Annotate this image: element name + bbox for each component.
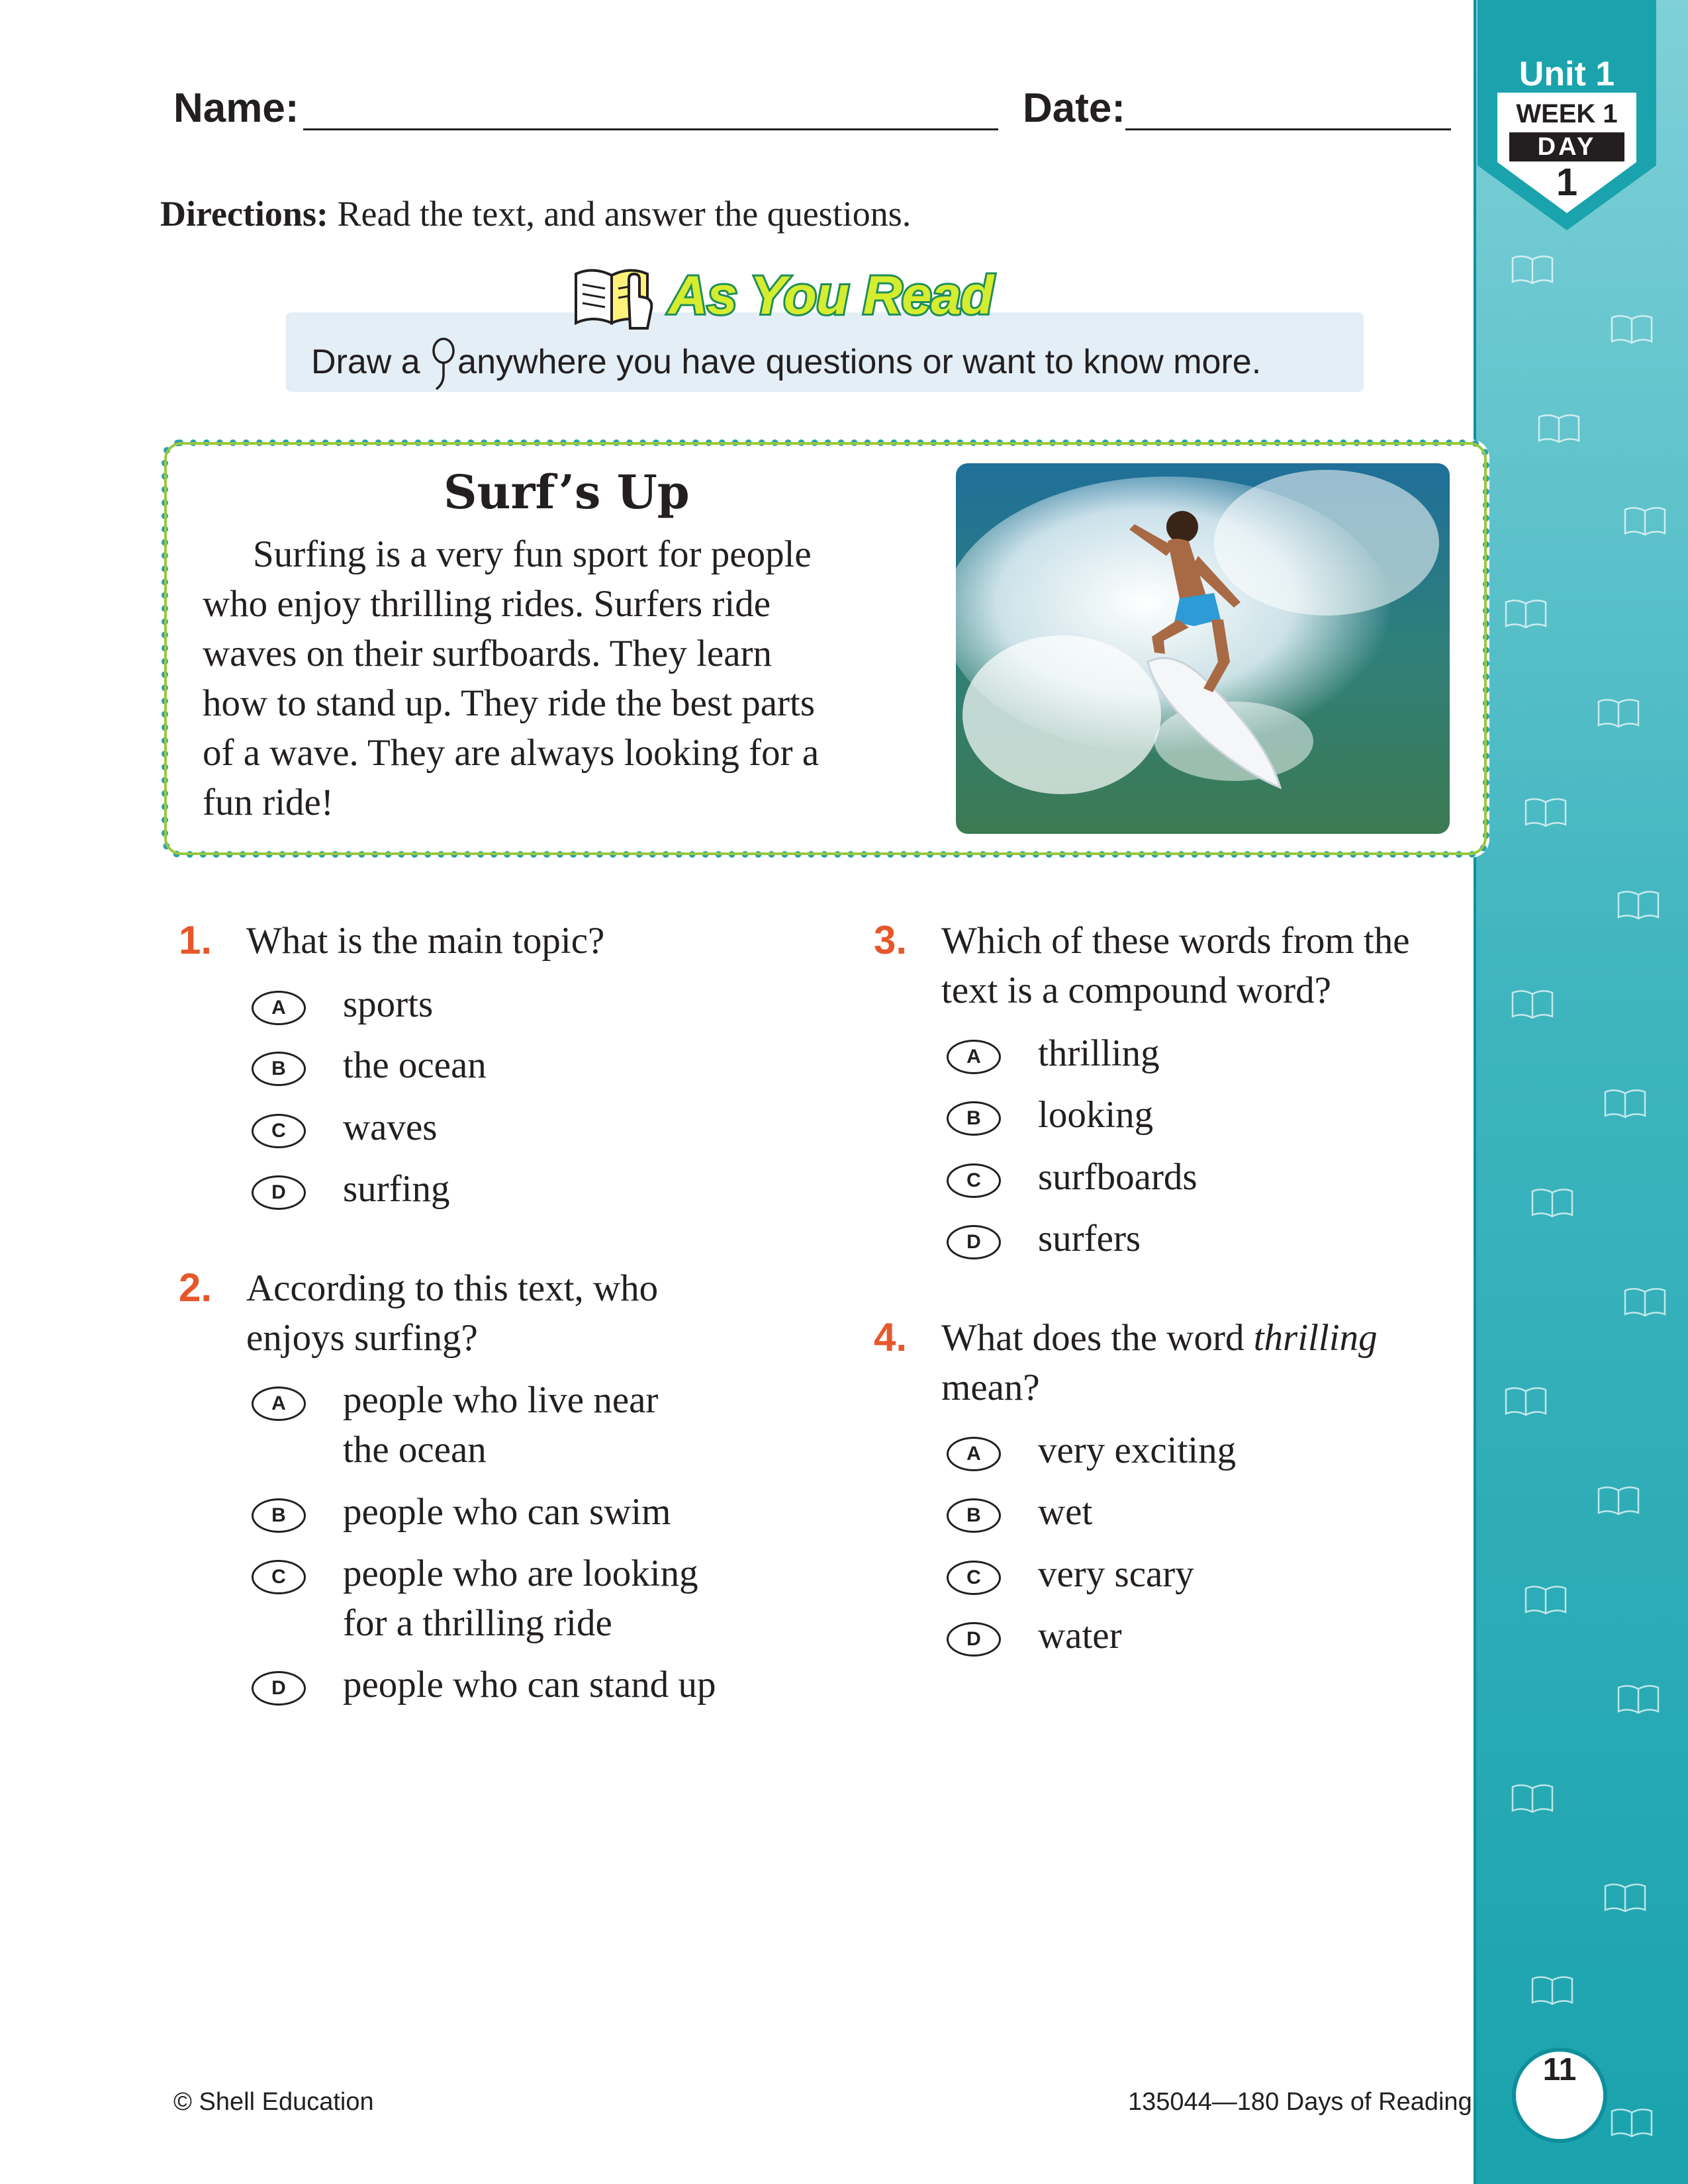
book-doodle-icon <box>1615 887 1662 921</box>
q4-option-c: very scary <box>1038 1553 1194 1595</box>
q2-option-d: people who can stand up <box>343 1664 716 1706</box>
q1-option-b-bubble[interactable]: B <box>252 1052 306 1086</box>
question-2-line-2: enjoys surfing? <box>246 1317 478 1359</box>
q2-option-c-bubble[interactable]: C <box>252 1560 306 1594</box>
book-doodle-icon <box>1503 1383 1549 1418</box>
q2-option-b-bubble[interactable]: B <box>252 1498 306 1533</box>
q3-option-b: looking <box>1038 1094 1154 1136</box>
book-doodle-icon <box>1509 251 1556 286</box>
question-3-number: 3. <box>874 918 908 962</box>
passage-line: how to stand up. They ride the best parts <box>203 682 816 724</box>
q4-option-b: wet <box>1038 1491 1093 1533</box>
passage-line: who enjoy thrilling rides. Surfers ride <box>203 583 771 625</box>
q2-option-a-bubble[interactable]: A <box>252 1387 306 1421</box>
week-label: WEEK 1 <box>1516 99 1618 128</box>
book-doodle-icon <box>1609 2105 1655 2139</box>
passage-title: Surf’s Up <box>444 465 690 520</box>
question-4-italic-word: thrilling <box>1253 1317 1378 1359</box>
q4-option-b-bubble[interactable]: B <box>947 1498 1001 1533</box>
q4-option-c-bubble[interactable]: C <box>947 1561 1001 1595</box>
question-4-line-2: mean? <box>941 1367 1040 1408</box>
as-you-read-title: As You Read <box>669 265 994 326</box>
book-doodle-icon <box>1622 503 1668 537</box>
as-you-read-before: Draw a <box>311 343 430 381</box>
book-doodle-icon <box>1602 1085 1648 1120</box>
passage-text <box>203 529 931 827</box>
question-3-line-2: text is a compound word? <box>941 970 1331 1011</box>
book-doodle-icon <box>1609 311 1655 345</box>
book-doodle-icon <box>1529 1972 1575 2007</box>
q4-option-d-bubble[interactable]: D <box>947 1622 1001 1657</box>
footer-copyright: © Shell Education <box>173 2088 374 2116</box>
name-field[interactable] <box>303 128 998 130</box>
q2-option-d-bubble[interactable]: D <box>252 1671 306 1706</box>
q2-option-c-line-2: for a thrilling ride <box>343 1602 612 1644</box>
surfer-photo <box>956 463 1450 834</box>
passage-line: waves on their surfboards. They learn <box>203 633 773 674</box>
q3-option-c: surfboards <box>1038 1156 1197 1198</box>
date-field[interactable] <box>1125 128 1451 130</box>
unit-label: Unit 1 <box>1519 55 1615 93</box>
open-book-pointer-icon <box>571 259 657 332</box>
q4-option-a-bubble[interactable]: A <box>947 1437 1001 1471</box>
question-4-line-1 <box>941 1313 1378 1363</box>
q1-option-c-bubble[interactable]: C <box>252 1114 306 1148</box>
q4-option-a: very exciting <box>1038 1430 1237 1471</box>
q1-option-a-bubble[interactable]: A <box>252 991 306 1025</box>
book-doodle-icon <box>1595 695 1642 729</box>
q3-option-c-bubble[interactable]: C <box>947 1163 1001 1198</box>
question-4-text: What does the word <box>941 1317 1254 1359</box>
q2-option-c-line-1: people who are looking <box>343 1553 698 1594</box>
book-doodle-icon <box>1529 1185 1575 1219</box>
as-you-read-instruction <box>311 336 1261 393</box>
as-you-read-after: anywhere you have questions or want to know more. <box>457 343 1262 381</box>
book-doodle-icon <box>1622 1284 1668 1318</box>
day-label: DAY <box>1509 132 1624 161</box>
q3-option-a-bubble[interactable]: A <box>947 1040 1001 1074</box>
question-3-line-1: Which of these words from the <box>941 920 1410 962</box>
directions <box>160 193 911 234</box>
date-label: Date: <box>1023 85 1126 131</box>
question-2-line-1: According to this text, who <box>246 1267 659 1309</box>
page-number: 11 <box>1512 2048 1607 2143</box>
q3-option-a: thrilling <box>1038 1032 1160 1074</box>
q1-option-d-bubble[interactable]: D <box>252 1175 306 1210</box>
book-doodle-icon <box>1602 1880 1648 1914</box>
question-4-number: 4. <box>874 1315 908 1359</box>
book-doodle-icon <box>1523 794 1569 829</box>
magnifying-glass-icon <box>430 336 457 393</box>
day-number: 1 <box>1556 161 1578 204</box>
side-decorative-strip <box>1476 0 1688 2184</box>
book-doodle-icon <box>1509 1780 1556 1815</box>
book-doodle-icon <box>1523 1582 1569 1616</box>
book-doodle-icon <box>1503 596 1549 630</box>
directions-text: Read the text, and answer the questions. <box>328 194 912 234</box>
q2-option-b: people who can swim <box>343 1491 671 1533</box>
book-doodle-icon <box>1595 1482 1642 1517</box>
unit-week-day-badge <box>1477 0 1656 232</box>
directions-label: Directions: <box>160 194 328 234</box>
question-1-text: What is the main topic? <box>246 920 605 962</box>
passage-line: Surfing is a very fun sport for people <box>253 533 812 575</box>
book-doodle-icon <box>1536 410 1582 445</box>
q3-option-d-bubble[interactable]: D <box>947 1225 1001 1259</box>
passage-line: fun ride! <box>203 782 334 823</box>
q3-option-d: surfers <box>1038 1218 1141 1259</box>
q1-option-c: waves <box>343 1107 438 1148</box>
q2-option-a-line-1: people who live near <box>343 1379 659 1421</box>
q3-option-b-bubble[interactable]: B <box>947 1101 1001 1136</box>
q1-option-a: sports <box>343 983 434 1025</box>
passage-line: of a wave. They are always looking for a <box>203 732 820 774</box>
q4-option-d: water <box>1038 1615 1122 1657</box>
question-2-number: 2. <box>179 1265 212 1310</box>
q2-option-a-line-2: the ocean <box>343 1429 487 1471</box>
footer-product: 135044—180 Days of Reading <box>1128 2088 1472 2116</box>
name-label: Name: <box>173 85 299 131</box>
q1-option-b: the ocean <box>343 1044 487 1086</box>
book-doodle-icon <box>1615 1681 1662 1715</box>
question-1-number: 1. <box>179 918 212 962</box>
book-doodle-icon <box>1509 986 1556 1021</box>
q1-option-d: surfing <box>343 1168 450 1210</box>
